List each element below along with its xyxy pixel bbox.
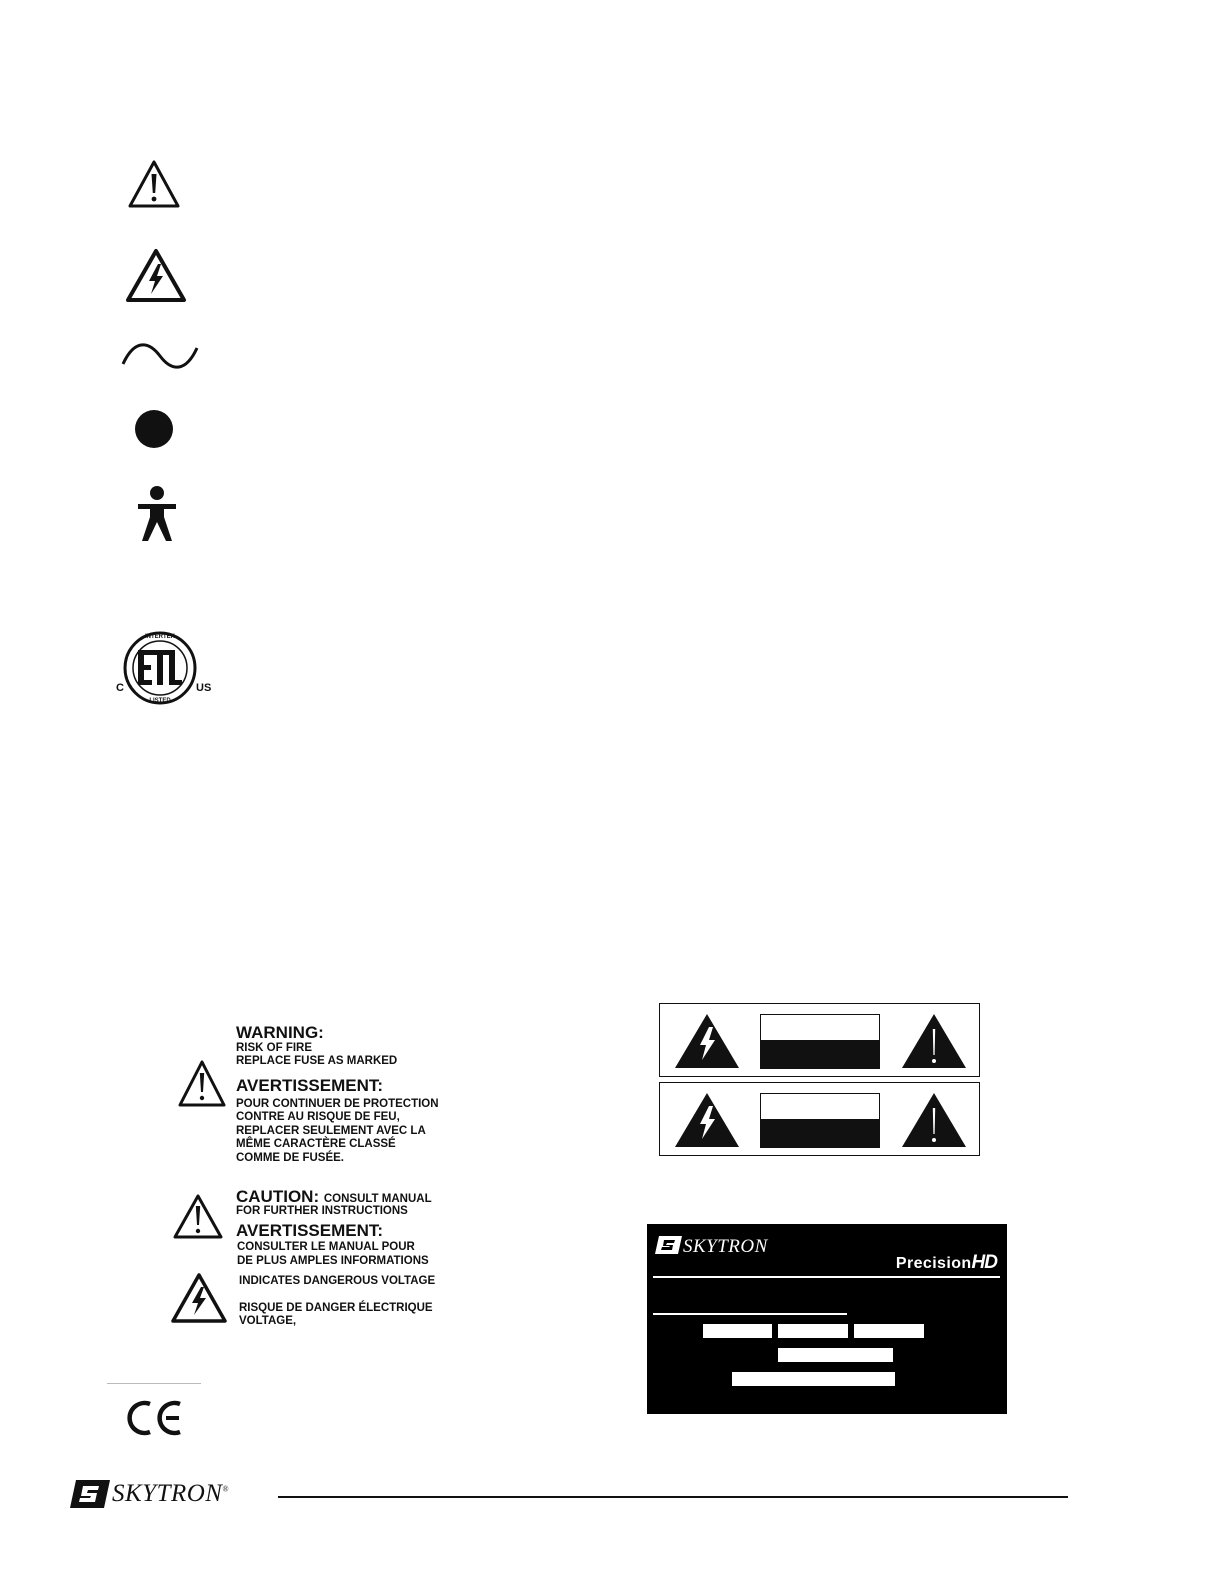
warning-triangle-icon	[172, 1192, 224, 1242]
warning-heading: WARNING:	[236, 1023, 324, 1042]
plate-rule-2	[653, 1313, 847, 1315]
warning-line-2: REPLACE FUSE AS MARKED	[236, 1055, 398, 1067]
caution-heading: CAUTION:	[236, 1187, 320, 1206]
high-voltage-icon	[170, 1272, 228, 1326]
alternating-current-icon	[120, 338, 200, 374]
warning-fr-line-1: POUR CONTINUER DE PROTECTION	[236, 1098, 439, 1110]
warning-line-1: RISK OF FIRE	[236, 1042, 313, 1054]
warning-triangle-icon	[901, 1013, 967, 1069]
caution-inline: CONSULT MANUAL	[323, 1193, 432, 1205]
footer-rule	[278, 1496, 1068, 1498]
skytron-logo-icon	[655, 1234, 683, 1256]
warning-fr-heading: AVERTISSEMENT:	[236, 1076, 384, 1095]
product-label-plate	[647, 1224, 1007, 1414]
voltage-fr-line-1: RISQUE DE DANGER ÉLECTRIQUE	[239, 1302, 433, 1314]
hazard-label-box-1	[659, 1003, 980, 1077]
caution-line-2: FOR FURTHER INSTRUCTIONS	[236, 1205, 408, 1217]
etl-bottom-arc: LISTED	[149, 698, 171, 704]
etl-right-letter: US	[196, 682, 212, 694]
plate-field-4	[778, 1348, 893, 1362]
caution-fr-heading: AVERTISSEMENT:	[236, 1221, 384, 1240]
warning-triangle-icon	[178, 1058, 226, 1110]
ce-mark-icon	[124, 1398, 186, 1440]
etl-listed-mark	[112, 626, 214, 708]
hazard-label-box-2	[659, 1082, 980, 1156]
plate-rule-1	[653, 1276, 1000, 1278]
warning-fr-line-5: COMME DE FUSÉE.	[236, 1152, 344, 1164]
ce-divider	[107, 1383, 201, 1384]
caution-fr-line-1: CONSULTER LE MANUAL POUR	[237, 1241, 415, 1253]
voltage-fr-line-2: VOLTAGE,	[239, 1315, 297, 1327]
filled-circle-icon	[134, 409, 174, 449]
caution-heading-line	[236, 1187, 432, 1207]
plate-field-3	[854, 1324, 924, 1338]
warning-fr-line-4: MÊME CARACTÈRE CLASSÉ	[236, 1138, 396, 1150]
high-voltage-icon	[125, 248, 187, 304]
type-b-applied-part-icon	[134, 484, 180, 544]
plate-product-name	[896, 1252, 997, 1274]
etl-circle-icon	[112, 626, 214, 708]
plate-field-2	[778, 1324, 848, 1338]
warning-triangle-icon	[901, 1092, 967, 1148]
high-voltage-icon	[674, 1013, 740, 1069]
footer-brand	[112, 1480, 229, 1508]
skytron-logo-icon	[70, 1478, 110, 1510]
footer-registered: ®	[222, 1484, 230, 1494]
plate-field-1	[703, 1324, 772, 1338]
plate-product-suffix: HD	[971, 1252, 997, 1273]
plate-field-5	[732, 1372, 895, 1386]
etl-top-arc: INTERTEK	[145, 634, 175, 640]
hazard-text-panel-2	[760, 1093, 880, 1148]
plate-brand: SKYTRON	[683, 1236, 768, 1257]
etl-left-letter: C	[116, 682, 124, 694]
hazard-text-panel-1	[760, 1014, 880, 1069]
warning-fr-line-2: CONTRE AU RISQUE DE FEU,	[236, 1111, 400, 1123]
plate-product: Precision	[895, 1255, 972, 1272]
footer-brand-text: SKYTRON	[112, 1480, 223, 1507]
voltage-line-1: INDICATES DANGEROUS VOLTAGE	[239, 1275, 436, 1287]
warning-fr-line-3: REPLACER SEULEMENT AVEC LA	[236, 1125, 426, 1137]
high-voltage-icon	[674, 1092, 740, 1148]
caution-fr-line-2: DE PLUS AMPLES INFORMATIONS	[237, 1255, 429, 1267]
warning-triangle-icon	[128, 158, 180, 210]
